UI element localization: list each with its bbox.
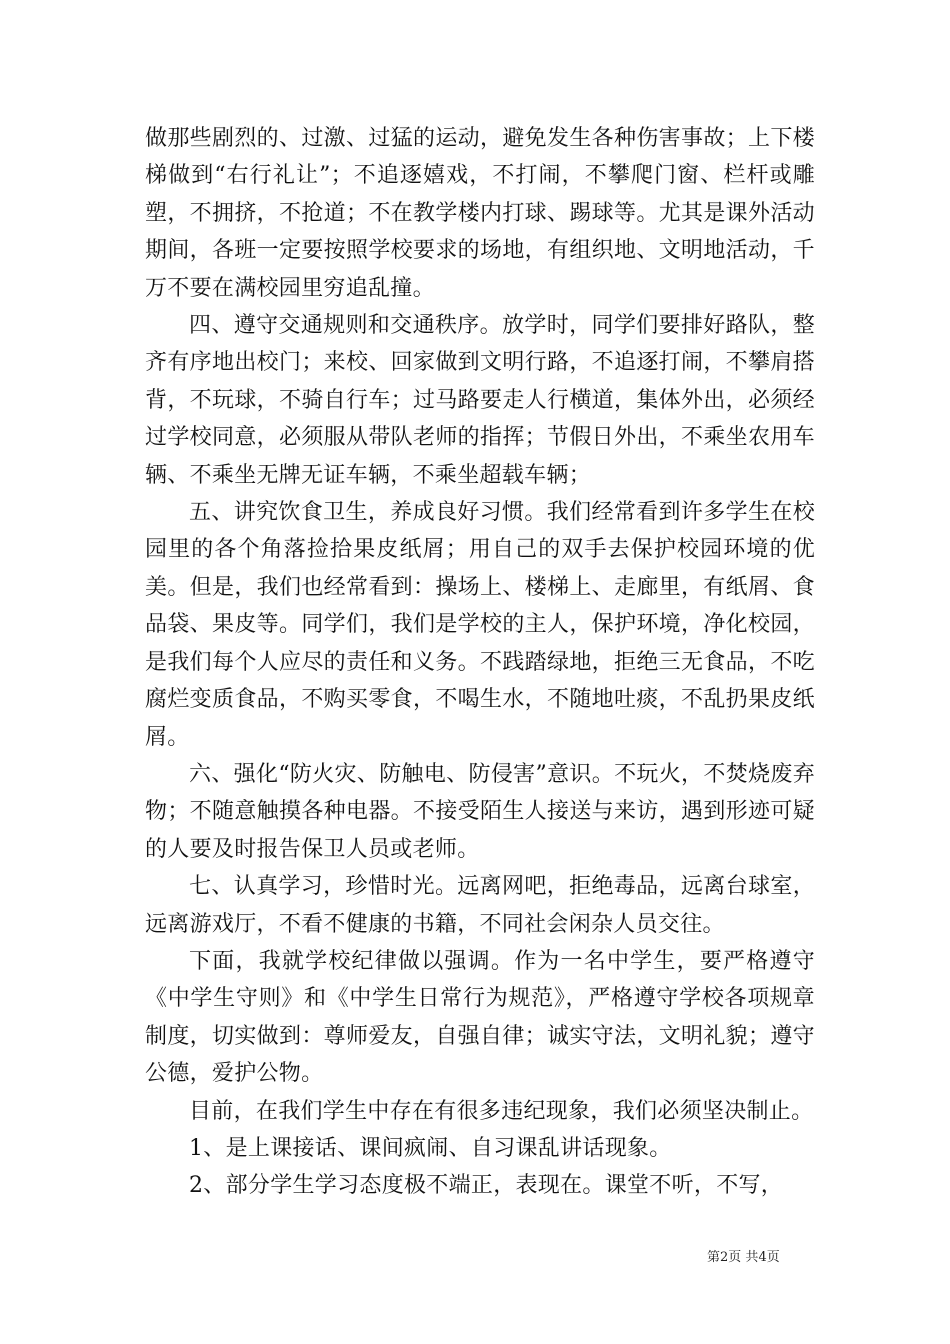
paragraph-food-hygiene: 五、讲究饮食卫生，养成良好习惯。我们经常看到许多学生在校园里的各个角落捡拾果皮纸屑；用自己的双手去保护校园环境的优美。但是，我们也经常看到：操场上、楼梯上、走廊里，有纸屑、食品袋、果皮等。同学们，我们是学校的主人，保护环境，净化校园，是我们每个人应尽的责任和义务。不践踏绿地，拒绝三无食品，不吃腐烂变质食品，不购买零食，不喝生水，不随地吐痰，不乱扔果皮纸屑。 <box>145 500 815 750</box>
footer-suffix: 页 <box>766 1250 780 1265</box>
paragraph-violation-1: 1、是上课接话、课间疯闹、自习课乱讲话现象。 <box>189 1135 672 1161</box>
footer-total-pages: 4 <box>758 1250 767 1265</box>
paragraph-violations-intro: 目前，在我们学生中存在有很多违纪现象，我们必须坚决制止。 <box>189 1098 814 1124</box>
paragraph-safety-awareness: 六、强化“防火灾、防触电、防侵害”意识。不玩火，不焚烧废弃物；不随意触摸各种电器。不接受陌生人接送与来访，遇到形迹可疑的人要及时报告保卫人员或老师。 <box>145 761 815 862</box>
paragraph-study: 七、认真学习，珍惜时光。远离网吧，拒绝毒品，远离台球室，远离游戏厅，不看不健康的书籍，不同社会闲杂人员交往。 <box>145 874 815 937</box>
document-body <box>145 120 815 1205</box>
paragraph-continued: 做那些剧烈的、过激、过猛的运动，避免发生各种伤害事故；上下楼梯做到“右行礼让”；不追逐嬉戏，不打闹，不攀爬门窗、栏杆或雕塑，不拥挤，不抢道；不在教学楼内打球、踢球等。尤其是课外活动期间，各班一定要按照学校要求的场地，有组织地、文明地活动，千万不要在满校园里穷追乱撞。 <box>145 126 815 301</box>
footer-middle: 页 共 <box>728 1250 759 1265</box>
paragraph-discipline: 下面，我就学校纪律做以强调。作为一名中学生，要严格遵守《中学生守则》和《中学生日常行为规范》，严格遵守学校各项规章制度，切实做到：尊师爱友，自强自律；诚实守法，文明礼貌；遵守公德，爱护公物。 <box>145 948 815 1087</box>
page-footer <box>707 1246 780 1265</box>
footer-current-page: 2 <box>720 1250 729 1265</box>
footer-prefix: 第 <box>707 1250 721 1265</box>
paragraph-violation-2: 2、部分学生学习态度极不端正，表现在。课堂不听，不写， <box>189 1173 784 1199</box>
paragraph-traffic-rules: 四、遵守交通规则和交通秩序。放学时，同学们要排好路队，整齐有序地出校门；来校、回家做到文明行路，不追逐打闹，不攀肩搭背，不玩球，不骑自行车；过马路要走人行横道，集体外出，必须经过学校同意，必须服从带队老师的指挥；节假日外出，不乘坐农用车辆、不乘坐无牌无证车辆，不乘坐超载车辆； <box>145 313 815 488</box>
